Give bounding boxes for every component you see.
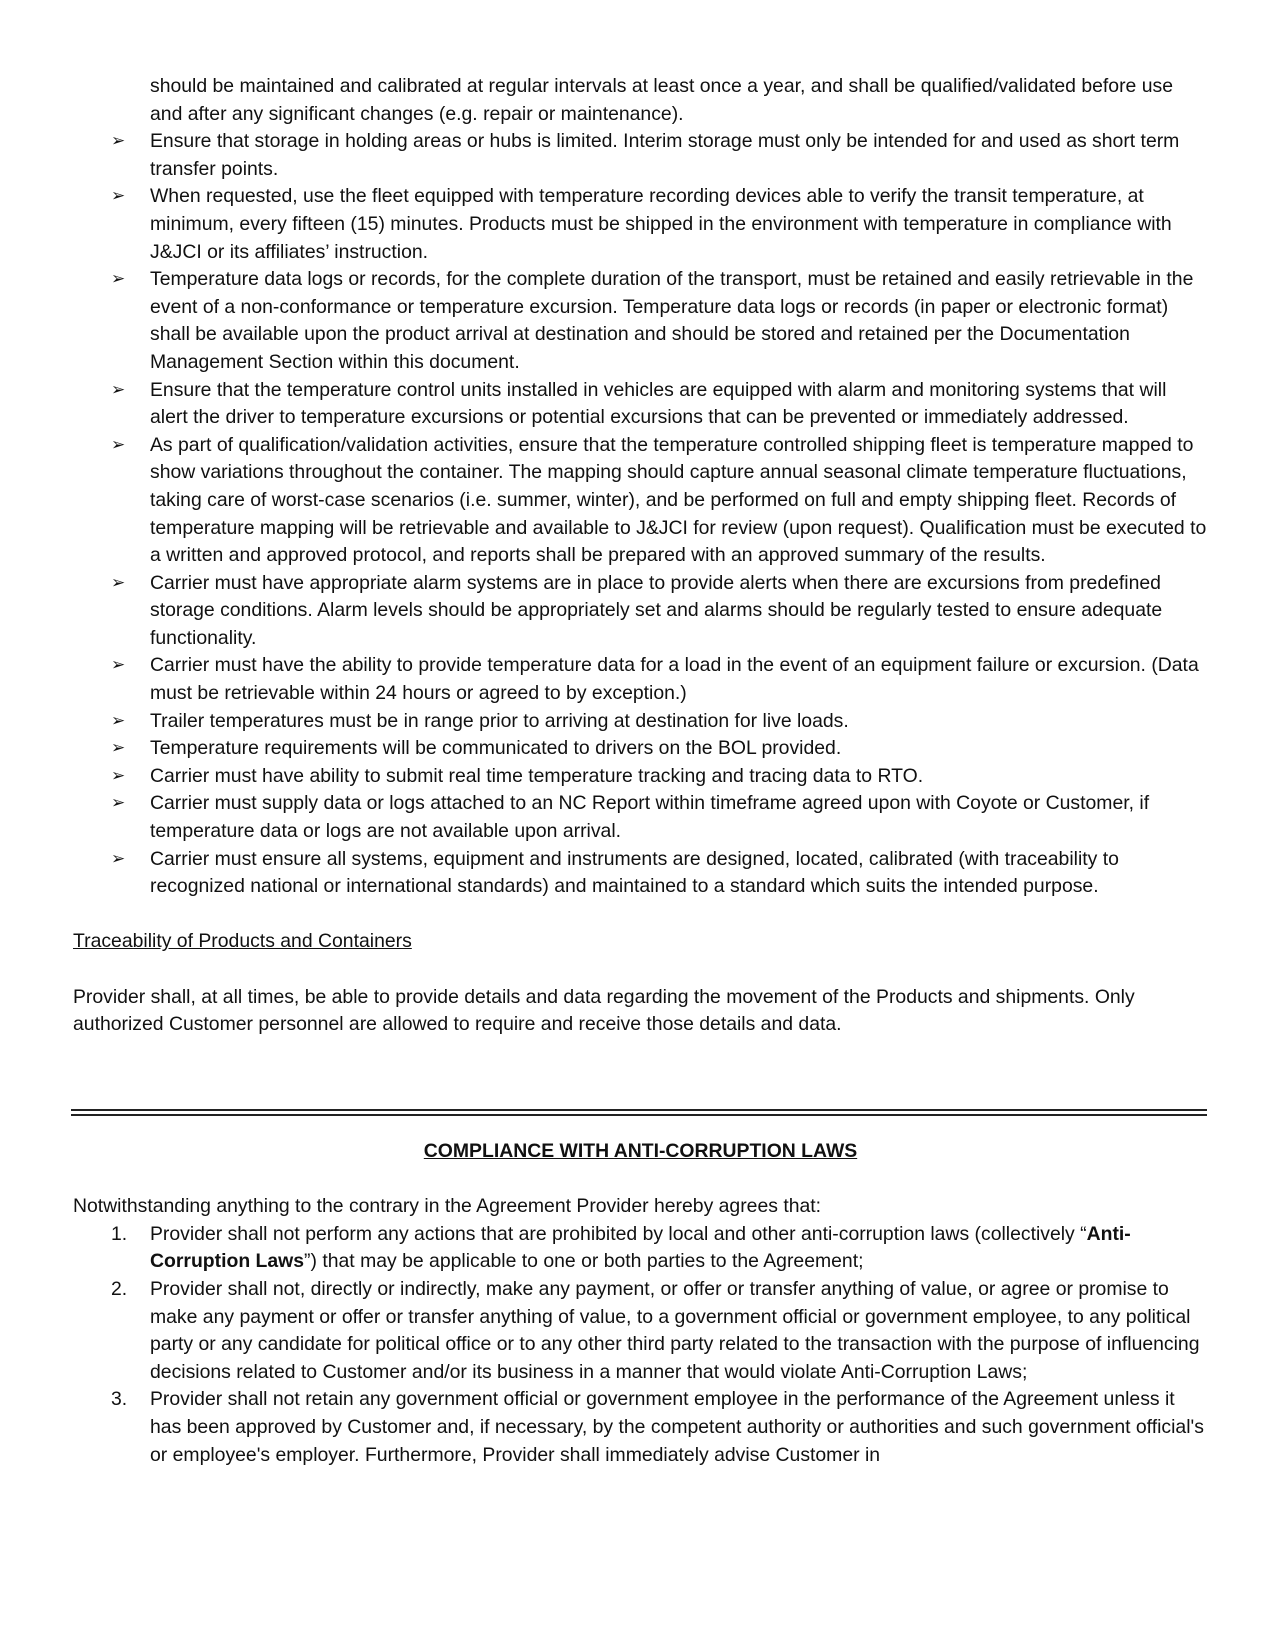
list-number: 3. <box>111 1388 128 1411</box>
list-item-text: Carrier must have ability to submit real time temperature tracking and tracing data to RTO. <box>150 764 924 787</box>
document-body <box>73 73 1208 1039</box>
list-item <box>73 570 1208 653</box>
arrow-bullet-icon: ➢ <box>111 186 126 207</box>
arrow-bullet-icon: ➢ <box>111 131 126 152</box>
arrow-bullet-icon: ➢ <box>111 269 126 290</box>
list-number: 2. <box>111 1277 128 1300</box>
compliance-section <box>73 1138 1208 1469</box>
list-item <box>73 763 1208 791</box>
arrow-bullet-icon: ➢ <box>111 434 126 455</box>
list-item <box>73 708 1208 736</box>
list-item-text: Ensure that the temperature control units installed in vehicles are equipped with alarm and monitoring systems that will alert the driver to temperature excursions or potential excursions that can be prevented or immediately addressed. <box>150 378 1167 429</box>
arrow-bullet-icon: ➢ <box>111 710 126 731</box>
defined-term: Anti-Corruption Laws <box>150 1222 1131 1273</box>
list-item-text: When requested, use the fleet equipped with temperature recording devices able to verify the transit temperature, at minimum, every fifteen (15) minutes. Products must be shipped in the environment with temperature in compliance with J&JCI or its affiliates’ instruction. <box>150 185 1172 263</box>
list-item <box>73 266 1208 376</box>
list-item-text: Temperature data logs or records, for the complete duration of the transport, must be retained and easily retrievable in the event of a non-conformance or temperature excursion. Temperature data logs or records (in paper or electronic format) shall be available upon the product arrival at destination and should be stored and retained per the Documentation Management Section within this document. <box>150 268 1194 373</box>
list-item <box>73 432 1208 570</box>
arrow-bullet-icon: ➢ <box>111 655 126 676</box>
list-item <box>73 846 1208 901</box>
list-item-text: Trailer temperatures must be in range prior to arriving at destination for live loads. <box>150 709 849 732</box>
list-item-text: Carrier must ensure all systems, equipment and instruments are designed, located, calibrated (with traceability to recognized national or international standards) and maintained to a standard which suits the intended purpose. <box>150 847 1119 898</box>
list-item <box>73 183 1208 266</box>
list-item <box>73 128 1208 183</box>
compliance-intro: Notwithstanding anything to the contrary in the Agreement Provider hereby agrees that: <box>73 1195 822 1218</box>
section-divider-bottom <box>71 1114 1207 1116</box>
list-item-text: Temperature requirements will be communicated to drivers on the BOL provided. <box>150 737 842 760</box>
list-item <box>73 652 1208 707</box>
requirements-list <box>73 128 1208 901</box>
list-item-text-start: Provider shall not perform any actions that are prohibited by local and other anti-corruption laws (collectively “ <box>150 1222 1087 1245</box>
compliance-title: COMPLIANCE WITH ANTI-CORRUPTION LAWS <box>423 1140 858 1162</box>
arrow-bullet-icon: ➢ <box>111 765 126 786</box>
compliance-list <box>73 1221 1208 1469</box>
list-item-text: Carrier must have the ability to provide temperature data for a load in the event of an equipment failure or excursion. (Data must be retrievable within 24 hours or agreed to by exception.) <box>150 654 1199 705</box>
section-divider-top <box>71 1109 1207 1111</box>
arrow-bullet-icon: ➢ <box>111 379 126 400</box>
list-item-text-end: ”) that may be applicable to one or both parties to the Agreement; <box>304 1250 864 1273</box>
list-item <box>73 1221 1208 1276</box>
list-item <box>73 735 1208 763</box>
arrow-bullet-icon: ➢ <box>111 848 126 869</box>
list-item-text: Ensure that storage in holding areas or hubs is limited. Interim storage must only be intended for and used as short term transfer points. <box>150 130 1180 180</box>
list-item-text: Provider shall not, directly or indirectly, make any payment, or offer or transfer anything of value, or agree or promise to make any payment or offer or transfer anything of value, to a government official or government employee, to any political party or any candidate for political office or to any other third party related to the transaction with the purpose of influencing decisions related to Customer and/or its business in a manner that would violate Anti-Corruption Laws; <box>150 1277 1200 1383</box>
list-item <box>73 1276 1208 1386</box>
list-item <box>73 377 1208 432</box>
arrow-bullet-icon: ➢ <box>111 738 126 759</box>
traceability-heading: Traceability of Products and Containers <box>73 930 412 953</box>
list-item-text: As part of qualification/validation activities, ensure that the temperature controlled shipping fleet is temperature mapped to show variations throughout the container. The mapping should capture annual seasonal climate temperature fluctuations, taking care of worst-case scenarios (i.e. summer, winter), and be performed on full and empty shipping fleet. Records of temperature mapping will be retrievable and available to J&JCI for review (upon request). Qualification must be executed to a written and approved protocol, and reports shall be prepared with an approved summary of the results. <box>150 433 1207 567</box>
list-item <box>73 1386 1208 1469</box>
arrow-bullet-icon: ➢ <box>111 572 126 593</box>
list-item-text: Provider shall not retain any government official or government employee in the performance of the Agreement unless it has been approved by Customer and, if necessary, by the competent authority or authorities and such government official's or employee's employer. Furthermore, Provider shall immediately advise Customer in <box>150 1388 1204 1466</box>
list-item <box>73 790 1208 845</box>
list-item-text: Carrier must have appropriate alarm systems are in place to provide alerts when there are excursions from predefined storage conditions. Alarm levels should be appropriately set and alarms should be regularly tested to ensure adequate functionality. <box>150 571 1163 649</box>
continued-paragraph: should be maintained and calibrated at regular intervals at least once a year, and shall be qualified/validated before use and after any significant changes (e.g. repair or maintenance). <box>150 75 1173 125</box>
list-item-text: Carrier must supply data or logs attached to an NC Report within timeframe agreed upon with Coyote or Customer, if temperature data or logs are not available upon arrival. <box>150 792 1150 843</box>
arrow-bullet-icon: ➢ <box>111 793 126 814</box>
traceability-paragraph: Provider shall, at all times, be able to provide details and data regarding the movement of the Products and shipments. Only authorized Customer personnel are allowed to require and receive those details and data. <box>73 985 1135 1036</box>
list-number: 1. <box>111 1222 128 1245</box>
